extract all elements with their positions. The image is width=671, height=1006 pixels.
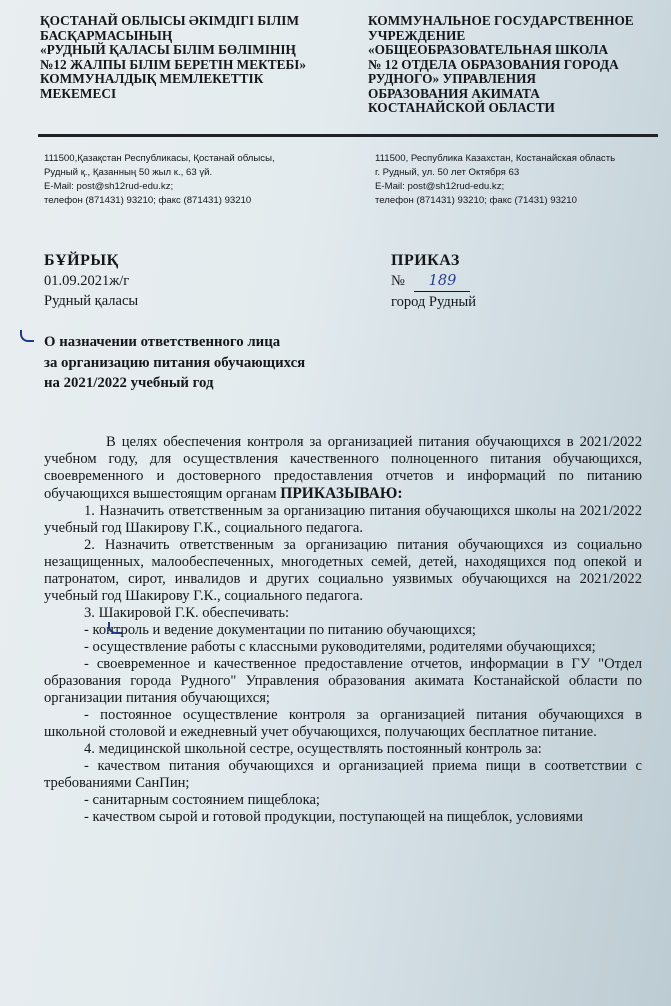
pen-checkmark	[20, 330, 34, 342]
item-3: 3. Шакировой Г.К. обеспечивать:	[84, 605, 290, 621]
item-2: 2. Назначить ответственным за организацию питания обучающихся из социально незащищенных, малообеспеченных, многодетных семей, детей, находящихся под опекой и патронатом, сирот, инвалидов и других социально уязвимых обучающихся на 2021/2022 учебный год Шакирову Г.К., социального педагога.	[44, 537, 642, 604]
header-russian	[368, 14, 658, 116]
sub-item: - своевременное и качественное предоставление отчетов, информации в ГУ "Отдел образования города Рудного" Управления образования акимата Костанайской области по организации питания обучающихся;	[44, 656, 642, 706]
order-block-russian	[391, 251, 476, 312]
sub-item: - санитарным состоянием пищеблока;	[84, 792, 320, 808]
order-number: 189	[414, 271, 470, 292]
contact-line: г. Рудный, ул. 50 лет Октября 63	[375, 167, 520, 178]
header-line: БАСҚАРМАСЫНЫҢ	[40, 27, 173, 43]
header-line: УЧРЕЖДЕНИЕ	[368, 27, 466, 43]
header-line: КОСТАНАЙСКОЙ ОБЛАСТИ	[368, 100, 555, 115]
header-line: КОММУНАЛДЫҚ МЕМЛЕКЕТТІК	[40, 71, 264, 86]
contact-line: 111500,Қазақстан Республикасы, Қостанай облысы,	[44, 153, 275, 164]
sub-item: - осуществление работы с классными руководителями, родителями обучающихся;	[84, 639, 596, 655]
header-line: МЕКЕМЕСІ	[40, 85, 117, 101]
contact-line: телефон (871431) 93210; факс (71431) 93210	[375, 195, 577, 206]
contact-line: E-Mail: post@sh12rud-edu.kz;	[44, 181, 174, 192]
header-line: «ОБЩЕОБРАЗОВАТЕЛЬНАЯ ШКОЛА	[368, 42, 609, 57]
header-line: № 12 ОТДЕЛА ОБРАЗОВАНИЯ ГОРОДА	[368, 56, 619, 72]
pen-checkmark	[108, 622, 122, 634]
contact-line: 111500, Республика Казахстан, Костанайская область	[375, 153, 616, 164]
sub-item: - качеством сырой и готовой продукции, поступающей на пищеблок, условиями	[84, 809, 583, 825]
order-number-row	[391, 271, 476, 292]
contact-line: телефон (871431) 93210; факс (871431) 93210	[44, 195, 252, 206]
order-subject	[44, 332, 305, 394]
subject-line: на 2021/2022 учебный год	[44, 375, 214, 391]
order-city: Рудный қаласы	[44, 293, 139, 309]
item-4: 4. медицинской школьной сестре, осуществлять постоянный контроль за:	[84, 741, 542, 757]
header-line: РУДНОГО» УПРАВЛЕНИЯ	[368, 71, 537, 86]
intro-paragraph	[44, 434, 642, 503]
header-line: «РУДНЫЙ ҚАЛАСЫ БІЛІМ БӨЛІМІНІҢ	[40, 42, 296, 57]
intro-text: В целях обеспечения контроля за организацией питания обучающихся в 2021/2022 учебном году, для осуществления качественного полноценного питания обучающихся, своевременного и достоверного предоставления отчетов и информаций по питанию обучающихся вышестоящим органам	[44, 434, 642, 502]
header-line: ОБРАЗОВАНИЯ АКИМАТА	[368, 85, 540, 101]
contacts-kazakh	[44, 152, 275, 208]
order-block-kazakh	[44, 251, 138, 311]
order-city: город Рудный	[391, 294, 476, 310]
order-title: БҰЙРЫҚ	[44, 252, 119, 269]
header-divider	[38, 134, 658, 137]
subject-line: за организацию питания обучающихся	[44, 354, 306, 371]
subject-line: О назначении ответственного лица	[44, 334, 281, 350]
order-title: ПРИКАЗ	[391, 252, 460, 269]
order-body	[44, 434, 642, 826]
header-kazakh	[40, 14, 330, 101]
header-line: №12 ЖАЛПЫ БІЛІМ БЕРЕТІН МЕКТЕБІ»	[40, 56, 307, 72]
contacts-russian	[375, 152, 615, 208]
order-date: 01.09.2021ж/г	[44, 273, 130, 289]
sub-item: - качеством питания обучающихся и организацией приема пищи в соответствии с требованиями СанПин;	[44, 758, 642, 791]
header-line: КОММУНАЛЬНОЕ ГОСУДАРСТВЕННОЕ	[368, 13, 634, 28]
contact-line: Рудный қ., Қазанның 50 жыл к., 63 үй.	[44, 167, 213, 178]
header-line: ҚОСТАНАЙ ОБЛЫСЫ ӘКІМДІГІ БІЛІМ	[40, 13, 299, 28]
sub-item: - контроль и ведение документации по питанию обучающихся;	[84, 622, 476, 638]
order-verb: ПРИКАЗЫВАЮ:	[280, 485, 403, 502]
item-1: 1. Назначить ответственным за организацию питания обучающихся школы на 2021/2022 учебный год Шакирову Г.К., социального педагога.	[44, 503, 642, 536]
sub-item: - постоянное осуществление контроля за организацией питания обучающихся в школьной столовой и ежедневный учет обучающихся, получающих бесплатное питание.	[44, 707, 642, 740]
contact-line: E-Mail: post@sh12rud-edu.kz;	[375, 181, 505, 192]
number-sign: №	[391, 273, 405, 289]
